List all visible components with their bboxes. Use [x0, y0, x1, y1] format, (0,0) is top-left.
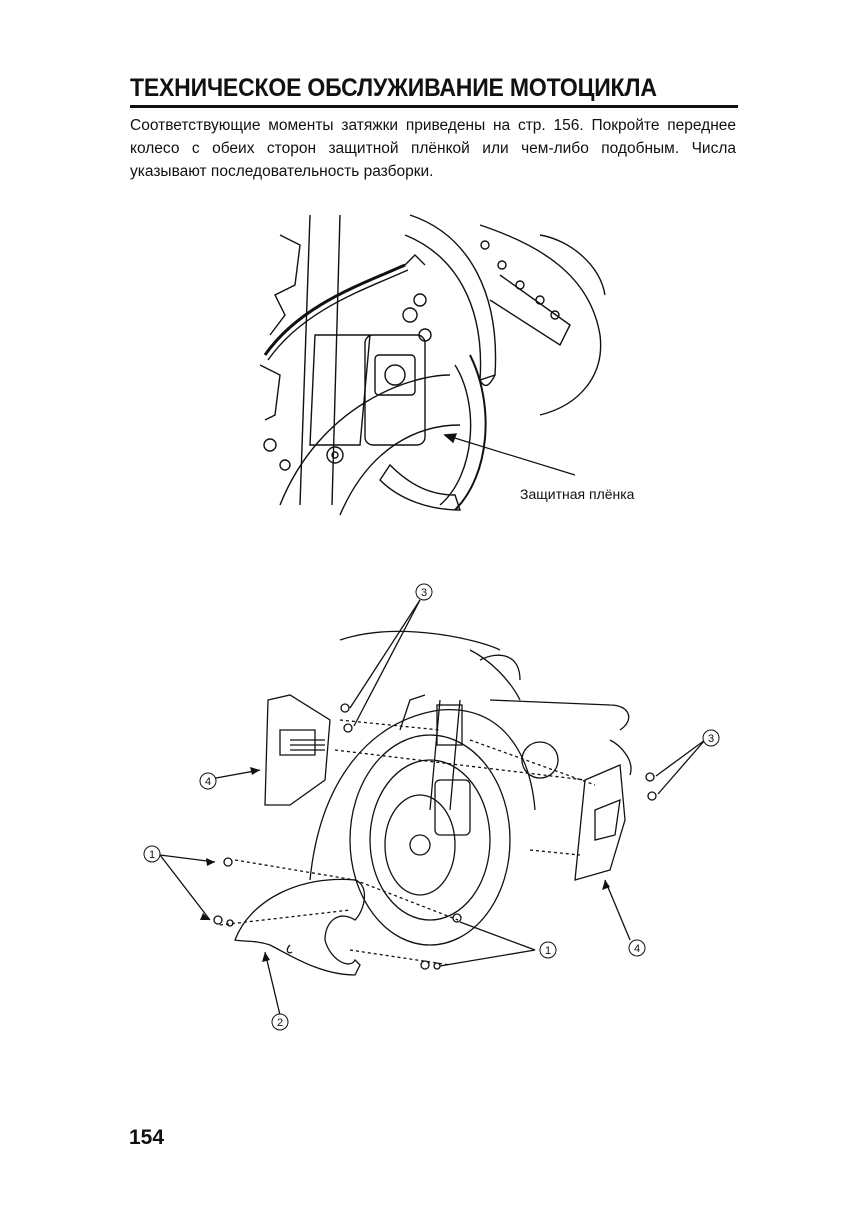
figure-protective-film — [240, 205, 670, 535]
callout-2: 2 — [276, 1017, 284, 1029]
title-rule — [130, 105, 738, 108]
figure-disassembly — [140, 580, 740, 1040]
callout-4-left: 4 — [204, 776, 212, 788]
callout-3-left: 3 — [420, 587, 428, 599]
illustration-brake-caliper — [240, 205, 670, 535]
intro-paragraph: Соответствующие моменты затяжки приведены на стр. 156. Покройте переднее колесо с обеих сторон защитной плёнкой или чем-либо подобным. Числа указывают последовательность разборки. — [130, 117, 736, 180]
illustration-fender-exploded — [140, 580, 740, 1040]
page-title: ТЕХНИЧЕСКОЕ ОБСЛУЖИВАНИЕ МОТОЦИКЛА — [130, 74, 657, 102]
page-number: 154 — [129, 1126, 165, 1149]
protective-film-label: Защитная плёнка — [520, 486, 635, 502]
callout-1-right: 1 — [544, 945, 552, 957]
callout-4-right: 4 — [633, 943, 641, 955]
callout-1-left: 1 — [148, 849, 156, 861]
callout-3-right: 3 — [707, 733, 715, 745]
